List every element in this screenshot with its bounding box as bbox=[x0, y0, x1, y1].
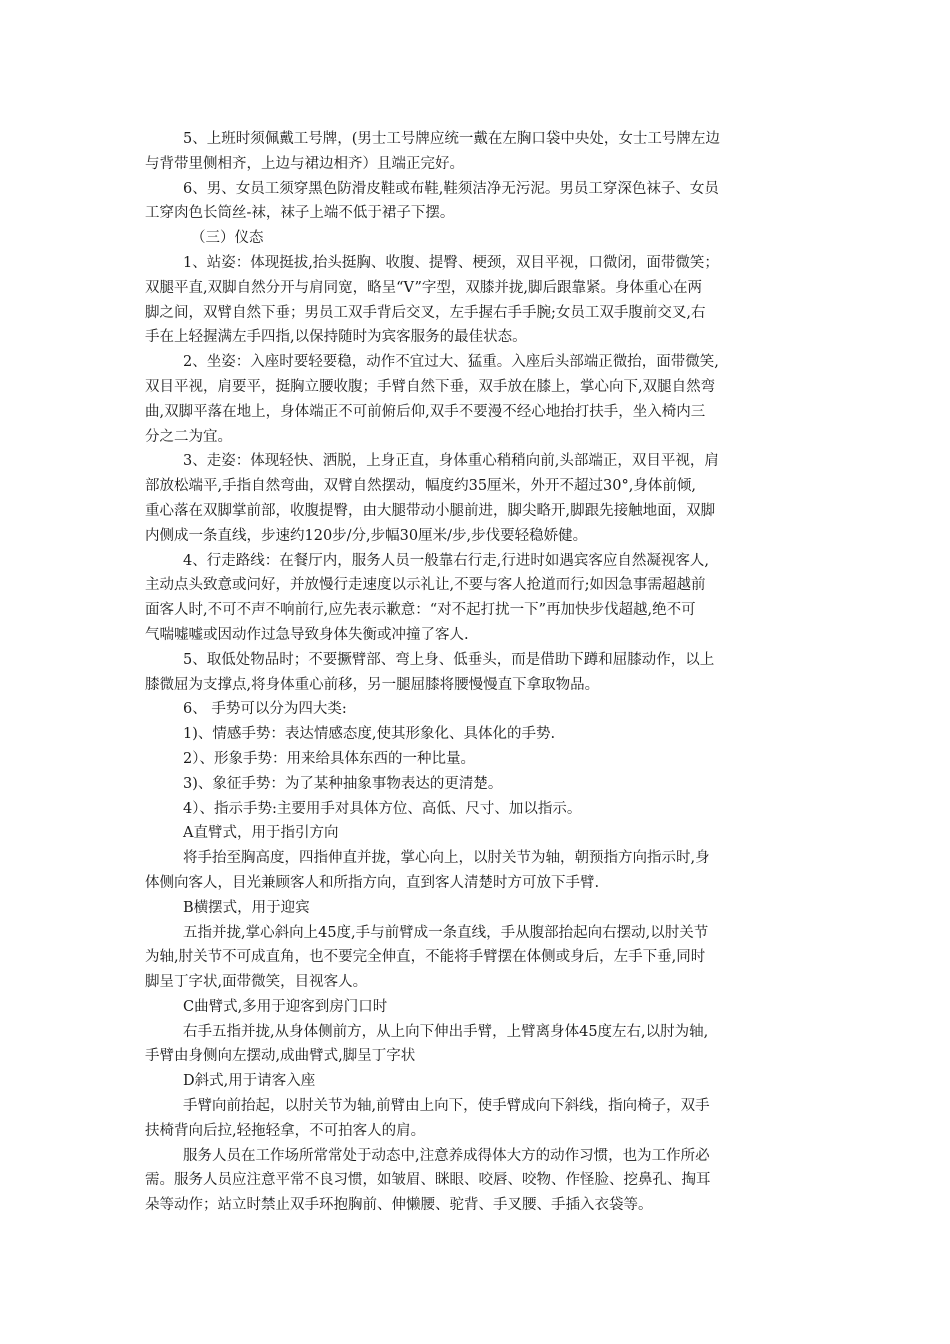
text-line: 脚呈丁字状,面带微笑，目视客人。 bbox=[145, 974, 368, 991]
text-line: 需。服务人员应注意平常不良习惯，如皱眉、眯眼、咬唇、咬物、作怪脸、挖鼻孔、掏耳 bbox=[145, 1172, 711, 1189]
section-heading-posture bbox=[145, 226, 805, 251]
text-line: 5、上班时须佩戴工号牌，(男士工号牌应统一戴在左胸口袋中央处，女士工号牌左边 bbox=[183, 131, 720, 147]
list-item-symbolic-gesture bbox=[145, 772, 805, 797]
text-line: B横摆式，用于迎宾 bbox=[183, 899, 310, 916]
paragraph-walking-route bbox=[145, 549, 805, 648]
text-line: 脚之间，双臂自然下垂；男员工双手背后交叉，左手握右手手腕;女员工双手腹前交叉,右 bbox=[145, 304, 706, 321]
paragraph-standing bbox=[145, 251, 805, 350]
text-line: 工穿肉色长筒丝-袜，袜子上端不低于裙子下摆。 bbox=[145, 205, 455, 222]
text-line: 手臂向前抬起，以肘关节为轴,前臂由上向下，使手臂成向下斜线，指向椅子，双手 bbox=[183, 1098, 710, 1115]
text-line: 5、取低处物品时；不要撅臂部、弯上身、低垂头，而是借助下蹲和屈膝动作，以上 bbox=[183, 651, 715, 668]
paragraph-curved-arm bbox=[145, 1020, 805, 1070]
heading-text: （三）仪态 bbox=[191, 230, 264, 247]
text-line: 重心落在双脚掌前部，收腹提臀，由大腿带动小腿前进，脚尖略开,脚跟先接触地面，双脚 bbox=[145, 502, 716, 519]
paragraph-walking bbox=[145, 449, 805, 548]
text-line: 3、走姿：体现轻快、洒脱，上身正直，身体重心稍稍向前,头部端正，双目平视，肩 bbox=[183, 453, 719, 470]
paragraph-habits bbox=[145, 1144, 805, 1218]
subheading-oblique bbox=[145, 1069, 805, 1094]
text-line: 2、坐姿：入座时要轻要稳，动作不宜过大、猛重。入座后头部端正微抬，面带微笑, bbox=[183, 354, 719, 371]
text-line: 右手五指并拢,从身体侧前方，从上向下伸出手臂，上臂离身体45度左右,以肘为轴, bbox=[183, 1023, 709, 1040]
paragraph-straight-arm bbox=[145, 846, 805, 896]
text-line: 1)、情感手势：表达情感态度,使其形象化、具体化的手势. bbox=[183, 726, 556, 743]
text-line: 膝微屈为支撑点,将身体重心前移，另一腿屈膝将腰慢慢直下拿取物品。 bbox=[145, 676, 600, 693]
text-line: 手臂由身侧向左摆动,成曲臂式,脚呈丁字状 bbox=[145, 1048, 416, 1065]
text-line: 将手抬至胸高度，四指伸直并拢，掌心向上，以肘关节为轴，朝预指方向指示时,身 bbox=[183, 850, 710, 867]
text-line: 面客人时,不可不声不响前行,应先表示歉意：“对不起打扰一下”再加快步伐超越,绝不可 bbox=[145, 602, 696, 619]
text-line: 手在上轻握满左手四指,以保持随时为宾客服务的最佳状态。 bbox=[145, 329, 527, 346]
paragraph-picking-items bbox=[145, 648, 805, 698]
paragraph-badge-rule bbox=[145, 127, 805, 177]
text-line: 主动点头致意或问好，并放慢行走速度以示礼让,不要与客人抢道而行;如因急事需超越前 bbox=[145, 577, 706, 594]
text-line: 1、站姿：体现挺拔,抬头挺胸、收腹、提臀、梗颈，双目平视，口微闭，面带微笑； bbox=[183, 254, 719, 271]
text-line: 双腿平直,双脚自然分开与肩同宽，略呈“V”字型，双膝并拢,脚后跟靠紧。身体重心在两 bbox=[145, 279, 703, 296]
text-line: 朵等动作；站立时禁止双手环抱胸前、伸懒腰、驼背、手叉腰、手插入衣袋等。 bbox=[145, 1197, 653, 1214]
document-body bbox=[145, 127, 805, 1218]
text-line: D斜式,用于请客入座 bbox=[183, 1073, 316, 1090]
subheading-horizontal-swing bbox=[145, 896, 805, 921]
list-item-pointing-gesture bbox=[145, 797, 805, 822]
paragraph-sitting bbox=[145, 350, 805, 449]
text-line: 2）、形象手势：用来给具体东西的一种比量。 bbox=[183, 750, 475, 767]
subheading-curved-arm bbox=[145, 995, 805, 1020]
text-line: 4、行走路线：在餐厅内，服务人员一般靠右行走,行进时如遇宾客应自然凝视客人, bbox=[183, 552, 709, 569]
text-line: C曲臂式,多用于迎客到房门口时 bbox=[183, 998, 388, 1015]
text-line: 曲,双脚平落在地上，身体端正不可前俯后仰,双手不要漫不经心地抬打扶手，坐入椅内三 bbox=[145, 403, 706, 420]
text-line: 服务人员在工作场所常常处于动态中,注意养成得体大方的动作习惯，也为工作所必 bbox=[183, 1147, 710, 1164]
text-line: 4）、指示手势:主要用手对具体方位、高低、尺寸、加以指示。 bbox=[183, 800, 582, 817]
text-line: 6、男、女员工须穿黑色防滑皮鞋或布鞋,鞋须洁净无污泥。男员工穿深色袜子、女员 bbox=[183, 180, 719, 197]
paragraph-oblique bbox=[145, 1094, 805, 1144]
text-line: 体侧向客人，目光兼顾客人和所指方向，直到客人清楚时方可放下手臂. bbox=[145, 874, 600, 891]
paragraph-horizontal-swing bbox=[145, 921, 805, 995]
text-line: 3)、象征手势：为了某种抽象事物表达的更清楚。 bbox=[183, 775, 503, 792]
text-line: A直臂式，用于指引方向 bbox=[183, 825, 339, 842]
subheading-straight-arm bbox=[145, 821, 805, 846]
text-line: 与背带里侧相齐，上边与裙边相齐）且端正完好。 bbox=[145, 155, 464, 172]
text-line: 6、 手势可以分为四大类: bbox=[183, 701, 347, 718]
list-item-image-gesture bbox=[145, 747, 805, 772]
text-line: 扶椅背向后拉,轻拖轻拿，不可拍客人的肩。 bbox=[145, 1122, 426, 1139]
text-line: 五指并拢,掌心斜向上45度,手与前臂成一条直线，手从腹部抬起向右摆动,以肘关节 bbox=[183, 924, 709, 941]
text-line: 双目平视，肩要平，挺胸立腰收腹；手臂自然下垂，双手放在膝上，掌心向下,双腿自然弯 bbox=[145, 378, 716, 395]
text-line: 分之二为宜。 bbox=[145, 428, 232, 445]
paragraph-gesture-types bbox=[145, 697, 805, 722]
text-line: 气喘嘘嘘或因动作过急导致身体失衡或冲撞了客人. bbox=[145, 626, 469, 643]
paragraph-shoes-rule bbox=[145, 177, 805, 227]
text-line: 内侧成一条直线，步速约120步/分,步幅30厘米/步,步伐要轻稳娇健。 bbox=[145, 527, 588, 544]
text-line: 为轴,肘关节不可成直角，也不要完全伸直，不能将手臂摆在体侧或身后，左手下垂,同时 bbox=[145, 949, 706, 966]
text-line: 部放松端平,手指自然弯曲，双臂自然摆动，幅度约35厘米，外开不超过30°,身体前倾, bbox=[145, 478, 696, 495]
list-item-emotional-gesture bbox=[145, 722, 805, 747]
